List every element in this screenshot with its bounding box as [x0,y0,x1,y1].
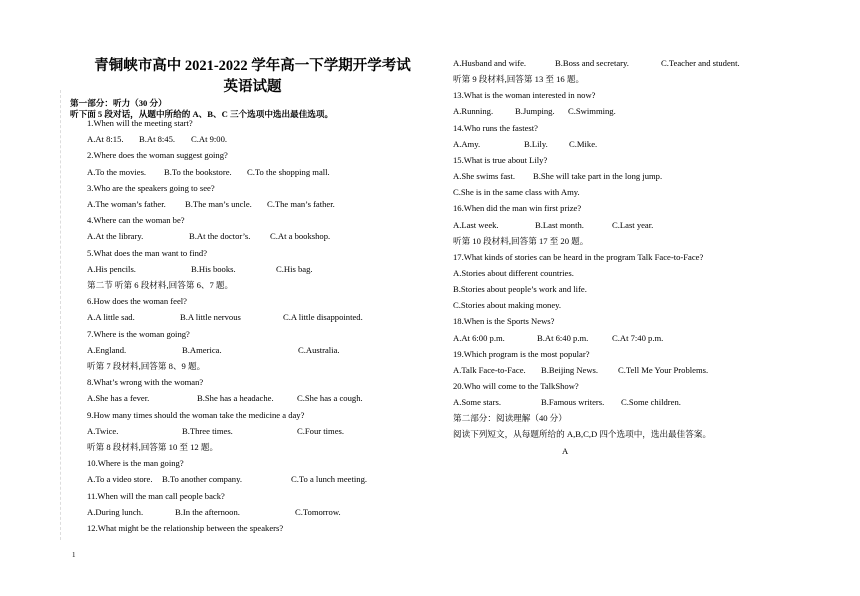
question-line: 听第 9 段材料,回答第 13 至 16 题。 [453,74,585,85]
answer-option: B.Three times. [182,425,233,436]
answer-option: C.Australia. [298,344,340,355]
answer-option: B.His books. [191,263,236,274]
question-line: A.Stories about different countries. [453,267,574,278]
answer-option: A.The woman’s father. [87,199,166,209]
exam-title-line2: 英语试题 [223,79,282,95]
answer-option: A.To the movies. [87,166,147,177]
answer-option: C.Four times. [297,425,345,436]
question-line: 1.When will the meeting start? [87,118,193,128]
answer-option: C.Tomorrow. [295,506,341,517]
answer-option: B.Jumping. [515,106,555,117]
answer-option: C.At 9:00. [191,134,228,145]
answer-option: C.His bag. [276,263,313,274]
question-line: 3.Who are the speakers going to see? [87,182,215,193]
answer-option: B.Famous writers. [541,397,605,408]
answer-option: A.At the library. [87,231,144,242]
question-line: 听第 7 段材料,回答第 8、9 题。 [87,361,206,371]
answer-option: B.She has a headache. [197,393,274,404]
answer-option: B.Lily. [524,138,548,149]
section1-heading: 第一部分：听力（30 分） [70,98,167,108]
answer-option: B.A little nervous [180,312,241,323]
answer-option: C.To a lunch meeting. [291,474,368,485]
answer-option: B.In the afternoon. [175,506,240,517]
question-line: 9.How many times should the woman take the medicine a day? [87,409,305,420]
question-line: 13.What is the woman interested in now? [453,90,596,101]
question-line: 听第 8 段材料,回答第 10 至 12 题。 [87,442,219,452]
answer-option: A.Running. [453,106,494,117]
question-line: 11.When will the man call people back? [87,490,225,501]
answer-option: C.To the shopping mall. [247,166,330,177]
answer-option: C.She has a cough. [297,393,363,404]
page-number: 1 [72,551,76,559]
question-line: 8.What’s wrong with the woman? [87,377,204,388]
answer-option: A.His pencils. [87,263,136,274]
answer-option: C.Some children. [621,397,681,408]
answer-option: C.The man’s father. [267,199,335,209]
question-line: 12.What might be the relationship between the speakers? [87,523,284,533]
question-line: 20.Who will come to the TalkShow? [453,381,579,391]
answer-option: C.At a bookshop. [270,231,331,242]
question-line: 6.How does the woman feel? [87,296,187,307]
answer-option: A.Husband and wife. [453,58,527,68]
answer-option: A.Talk Face-to-Face. [453,364,526,375]
answer-option: B.Last month. [535,219,584,230]
answer-option: C.Tell Me Your Problems. [618,364,709,375]
answer-option: C.At 7:40 p.m. [612,332,664,343]
question-line: 7.Where is the woman going? [87,328,190,339]
answer-option: A.A little sad. [87,312,135,323]
question-line: 17.What kinds of stories can be heard in the program Talk Face-to-Face? [453,251,704,262]
question-line: 2.Where does the woman suggest going? [87,150,228,161]
answer-option: B.To the bookstore. [164,166,232,177]
section1-instruction: 听下面 5 段对话，从题中所给的 A、B、C 三个选项中选出最佳选项。 [70,109,334,119]
question-line: 第二节 听第 6 段材料,回答第 6、7 题。 [87,280,234,290]
answer-option: C.Teacher and student. [661,58,740,68]
binding-margin-line [60,90,61,540]
answer-option: A.At 8:15. [87,134,124,145]
question-line: 16.When did the man win first prize? [453,203,582,214]
answer-option: A.Amy. [453,138,481,149]
question-line: 14.Who runs the fastest? [453,122,538,133]
question-line: 5.What does the man want to find? [87,247,208,258]
question-line: 18.When is the Sports News? [453,316,555,327]
question-line: 听第 10 段材料,回答第 17 至 20 题。 [453,235,589,246]
answer-option: C.Mike. [569,138,598,149]
answer-option: A.She swims fast. [453,171,516,182]
answer-option: A.Last week. [453,219,499,230]
answer-option: A.England. [87,344,127,355]
question-line: C.Stories about making money. [453,300,562,311]
answer-option: A.At 6:00 p.m. [453,332,505,343]
answer-option: B.She will take part in the long jump. [533,171,663,182]
answer-option: B.America. [182,344,222,355]
answer-option: B.At 6:40 p.m. [537,332,589,343]
answer-option: B.At the doctor’s. [189,231,251,242]
question-line: 15.What is true about Lily? [453,154,548,165]
question-line: 第二部分：阅读理解（40 分） [453,413,567,424]
question-line: 19.Which program is the most popular? [453,348,590,359]
question-line: C.She is in the same class with Amy. [453,187,580,198]
question-line: B.Stories about people’s work and life. [453,284,587,295]
question-line: 10.Where is the man going? [87,458,184,469]
answer-option: A.To a video store. [87,474,153,485]
answer-option: A.She has a fever. [87,393,150,404]
answer-option: A.Some stars. [453,397,501,408]
answer-option: C.A little disappointed. [283,312,363,323]
question-line: 4.Where can the woman be? [87,215,185,226]
question-line: A [562,445,569,456]
answer-option: B.The man’s uncle. [185,199,252,209]
answer-option: B.To another company. [162,474,242,485]
answer-option: B.Boss and secretary. [555,58,629,68]
answer-option: B.Beijing News. [541,364,599,375]
answer-option: A.Twice. [87,425,119,436]
question-line: 阅读下列短文，从每题所给的 A,B,C,D 四个选项中，选出最佳答案。 [453,429,712,440]
answer-option: A.During lunch. [87,506,144,517]
exam-title-line1: 青铜峡市高中 2021-2022 学年高一下学期开学考试 [94,58,411,74]
answer-option: C.Last year. [612,219,654,230]
answer-option: B.At 8:45. [139,134,176,145]
answer-option: C.Swimming. [568,106,616,117]
